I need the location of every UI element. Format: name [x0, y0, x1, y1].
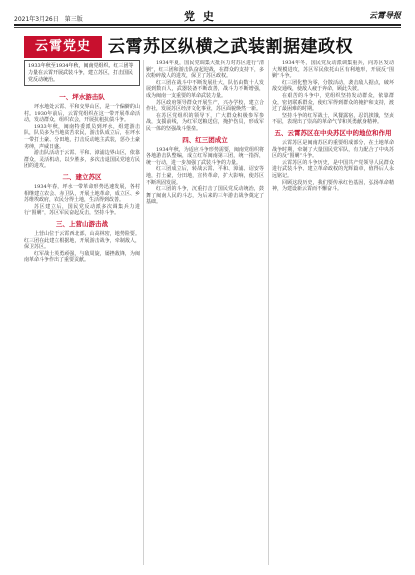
- paragraph: 坚持斗争的红军战士，风餐露宿，忍饥挨饿，坚贞不屈，表现出了崇高的革命气节和英勇献身精神。: [272, 112, 394, 126]
- article-column-2: [146, 60, 264, 565]
- column-divider: [143, 60, 144, 565]
- paragraph: 在艰苦的斗争中，党组织坚持发动群众，依靠群众，密切联系群众，使红军得到群众的掩护和支持，渡过了最困难的时期。: [272, 92, 394, 113]
- paragraph: 红军战士英勇顽强，与敌周旋，屡挫敌锋，为闽南革命斗争作出了重要贡献。: [24, 250, 140, 264]
- paragraph: 苏区政府领导群众开展生产，兴办学校，建立合作社，发展苏区经济文化事业，苏区面貌焕然一新。: [146, 99, 264, 113]
- section-title: 党 史: [184, 10, 216, 23]
- paragraph: 在苏区党组织的领导下，广大群众积极参军参战，支援前线，为红军送粮送信，掩护伤员，形成军民一体的坚强战斗堡垒。: [146, 112, 264, 132]
- article-column-3: [272, 60, 394, 565]
- paragraph: 坪水地处云霄、平和交界山区，是一个偏僻的山村。1930年前后，云霄党组织在这一带开展革命活动，发动群众，组织农会，开展抗租抗债斗争。: [24, 104, 140, 124]
- paragraph: 红三团化整为零，分散活动，袭击敌人据点，破坏敌交通线，使敌人疲于奔命，顾此失彼。: [272, 79, 394, 93]
- article-banner: [24, 36, 392, 58]
- column-divider: [268, 60, 269, 565]
- paragraph: 红三团成立后，转战云霄、平和、漳浦、诏安等地，打土豪，分田地，宣传革命，扩大影响，使苏区不断巩固发展。: [146, 166, 264, 186]
- subheading: 三、上营山游击战: [56, 219, 108, 228]
- header-rule: [14, 24, 401, 26]
- intro-box: [24, 60, 140, 86]
- header-rule-thin: [14, 27, 401, 28]
- article-column-1: [24, 90, 140, 565]
- paragraph: 红三团在战斗中不断发展壮大，队伍由数十人发展到数百人，武器装备不断改善，战斗力不断增强，成为闽南一支重要的革命武装力量。: [146, 79, 264, 99]
- paragraph: 1934年春，坪水一带革命形势迅速发展，各村相继建立农会、赤卫队，开展土地革命，成立区、乡苏维埃政府，农民分得土地，生活得到改善。: [24, 183, 140, 204]
- intro-text: 1933年秋至1934年秋，闽南党组织、红三团等力量在云霄开展武装斗争，建立苏区，打击国民党反动统治。: [28, 63, 134, 83]
- subheading: 五、云霄苏区在中央苏区中的地位和作用: [274, 128, 392, 137]
- paragraph: 1934年夏，国民党调集大批兵力对苏区进行“清剿”，红三团和游击队奋起迎战，在群众的支持下，多次粉碎敌人的进攻，保卫了苏区政权。: [146, 60, 264, 80]
- paragraph: 游击队活动于云霄、平和、漳浦边界山区，依靠群众，灵活机动，以少胜多，多次击退国民党地方民团的进攻。: [24, 150, 140, 170]
- page-header: [14, 6, 401, 28]
- subheading: 二、建立苏区: [62, 172, 102, 181]
- newspaper-name: 云霄导报: [369, 10, 401, 20]
- paragraph: 云霄苏区是闽南苏区的重要组成部分，在土地革命战争时期，牵制了大量国民党军队，有力配合了中央苏区的反“围剿”斗争。: [272, 139, 394, 160]
- issue-date: 2021年3月26日 第三版: [14, 16, 83, 23]
- subheading: 四、红三团成立: [182, 135, 228, 144]
- paragraph: 红三团的斗争，沉重打击了国民党反动统治，鼓舞了闽南人民的斗志，为后来的三年游击战争奠定了基础。: [146, 186, 264, 206]
- paragraph: 1933年秋，闽南特委派员到坪水，组建游击队，队员多为当地贫苦农民，游击队成立后，在坪水一带打土豪、分田地，打击反动地主武装，惩办土豪劣绅，声威日盛。: [24, 123, 140, 150]
- paragraph: 上营山位于云霄西北部，山高林密，地势险要。红三团在此建立根据地，开展游击战争，牵制敌人，保卫苏区。: [24, 230, 140, 251]
- article-title: 云霄苏区纵横之武装割据建政权: [108, 37, 353, 57]
- subheading: 一、坪水游击队: [59, 93, 105, 101]
- paragraph: 云霄苏区的斗争历史，是中国共产党领导人民群众进行武装斗争、建立革命政权的光辉篇章，值得后人永远铭记。: [272, 159, 394, 179]
- paragraph: 苏区建立后，国民党反动派多次调集兵力进行“围剿”，苏区军民奋起反击，坚持斗争。: [24, 203, 140, 217]
- paragraph: 1934年秋，为适应斗争形势需要，闽南党组织将各地游击队整编，成立红军闽南第三团，统一指挥，统一行动，进一步加强了武装斗争的力量。: [146, 146, 264, 166]
- column-tag: 云霄党史: [24, 36, 102, 58]
- paragraph: 回顾这段历史，我们要传承红色基因，弘扬革命精神，为建设新云霄而不懈奋斗。: [272, 179, 394, 193]
- paragraph: 1934年冬，国民党反动派调集重兵，向苏区发动大规模进攻，苏区军民依托山区有利地形，开展反“围剿”斗争。: [272, 60, 394, 80]
